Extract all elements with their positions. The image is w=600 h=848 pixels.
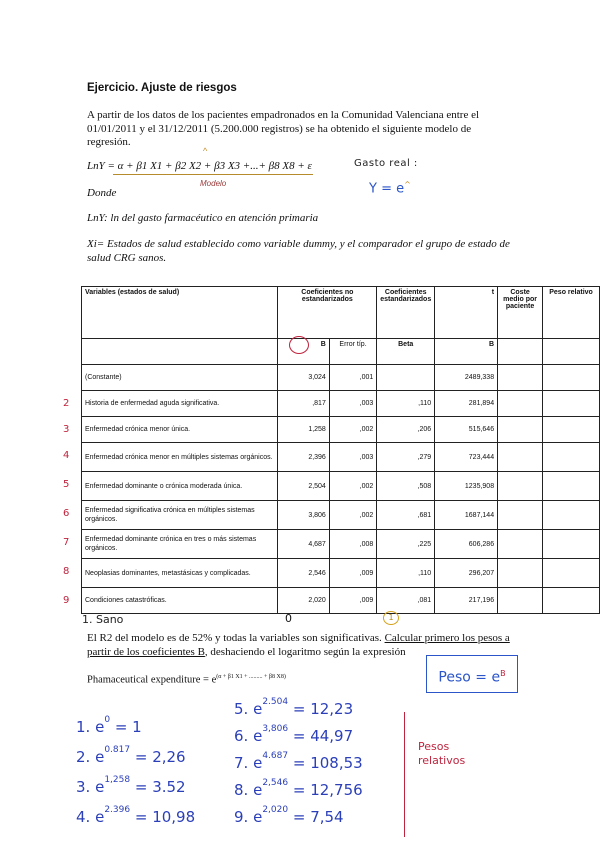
regression-formula: LnY = α + β1 X1 + β2 X2 + β3 X3 +...+ β8 X8 + ε — [87, 160, 312, 172]
gasto-eq-exp: ^ — [404, 180, 411, 189]
t-value-cell: 606,286 — [435, 530, 498, 559]
beta-value-cell: ,110 — [377, 391, 435, 417]
calc-line — [234, 724, 354, 745]
header-coef-no-std: Coeficientes no estandarizados — [278, 287, 377, 339]
peso-cell — [543, 588, 600, 614]
variable-name-cell: Enfermedad crónica menor única. — [82, 417, 278, 443]
error-value-cell: ,002 — [329, 501, 376, 530]
calc-exponent: 2,546 — [262, 778, 289, 788]
b-value-cell: ,817 — [278, 391, 329, 417]
coste-cell — [498, 559, 543, 588]
coste-cell — [498, 501, 543, 530]
formula-hat-annotation: ^ — [203, 146, 208, 156]
t-value-cell: 2489,338 — [435, 365, 498, 391]
calc-exponent: 2.504 — [262, 697, 289, 707]
peso-cell — [543, 391, 600, 417]
table-row — [82, 443, 600, 472]
calc-line — [76, 805, 196, 826]
coste-cell — [498, 391, 543, 417]
variable-name-cell: Historia de enfermedad aguda significativa. — [82, 391, 278, 417]
calc-exponent: 4.687 — [262, 751, 289, 761]
variable-name-cell: Neoplasias dominantes, metastásicas y complicadas. — [82, 559, 278, 588]
sano-value: 0 — [285, 612, 292, 625]
calc-result: = 44,97 — [292, 727, 354, 745]
b-value-cell: 4,687 — [278, 530, 329, 559]
xi-definition: Xi= Estados de salud establecido como variable dummy, y el comparador el grupo de estado de salud CRG sanos. — [87, 238, 510, 264]
variable-name-cell: (Constante) — [82, 365, 278, 391]
b-value-cell: 2,504 — [278, 472, 329, 501]
subheader-coste-empty — [498, 339, 543, 365]
gasto-real-equation — [369, 180, 411, 196]
calc-result: = 12,23 — [292, 700, 354, 718]
beta-value-cell: ,279 — [377, 443, 435, 472]
calc-label: 3. e — [76, 778, 105, 796]
calc-label: 2. e — [76, 748, 105, 766]
error-value-cell: ,001 — [329, 365, 376, 391]
coste-cell — [498, 530, 543, 559]
calc-line — [234, 778, 363, 799]
calc-label: 6. e — [234, 727, 263, 745]
row-number: 6 — [63, 508, 70, 519]
t-value-cell: 1235,908 — [435, 472, 498, 501]
peso-exp: B — [500, 669, 506, 678]
error-value-cell: ,002 — [329, 472, 376, 501]
calc-line — [76, 745, 186, 766]
coste-cell — [498, 417, 543, 443]
subheader-error: Error típ. — [329, 339, 376, 365]
donde-label: Donde — [87, 187, 117, 199]
variable-name-cell: Enfermedad crónica menor en múltiples sistemas orgánicos. — [82, 443, 278, 472]
calc-result: = 108,53 — [292, 754, 363, 772]
b-value-cell: 2,396 — [278, 443, 329, 472]
calc-line — [234, 805, 344, 826]
pharma-exponent: (α + β1 X1 + ......... + β8 X8) — [216, 674, 286, 680]
calc-line — [76, 715, 142, 736]
table-row — [82, 365, 600, 391]
subheader-beta: Beta — [377, 339, 435, 365]
subheader-empty — [82, 339, 278, 365]
t-value-cell: 296,207 — [435, 559, 498, 588]
peso-cell — [543, 365, 600, 391]
calc-exponent: 2,020 — [262, 805, 289, 815]
table-row — [82, 501, 600, 530]
peso-cell — [543, 501, 600, 530]
coste-cell — [498, 365, 543, 391]
formula-underline — [113, 174, 313, 175]
beta-value-cell: ,225 — [377, 530, 435, 559]
table-row — [82, 588, 600, 614]
peso-cell — [543, 530, 600, 559]
error-value-cell: ,008 — [329, 530, 376, 559]
row-number: 9 — [63, 595, 70, 606]
t-value-cell: 723,444 — [435, 443, 498, 472]
r2-text-underlined: Calcular primero los pesos a partir de los coeficientes B — [87, 632, 510, 658]
intro-paragraph: A partir de los datos de los pacientes empadronados en la Comunidad Valenciana entre el 01/01/2011 y el 31/12/2011 (5.200.000 registros) se ha obtenido el siguiente modelo de regresión. — [87, 109, 480, 148]
exercise-title: Ejercicio. Ajuste de riesgos — [87, 82, 237, 94]
error-value-cell: ,002 — [329, 417, 376, 443]
formula-note: Modelo — [200, 179, 227, 188]
row-number: 8 — [63, 566, 70, 577]
table-row — [82, 391, 600, 417]
t-value-cell: 217,196 — [435, 588, 498, 614]
calc-exponent: 1,258 — [104, 775, 131, 785]
calc-result: = 12,756 — [292, 781, 363, 799]
beta-value-cell: ,206 — [377, 417, 435, 443]
b-value-cell: 3,806 — [278, 501, 329, 530]
t-value-cell: 515,646 — [435, 417, 498, 443]
beta-value-cell — [377, 365, 435, 391]
calc-exponent: 0 — [104, 715, 111, 725]
calc-label: 8. e — [234, 781, 263, 799]
peso-base: Peso = e — [438, 669, 501, 686]
r2-text-c: , deshaciendo el logaritmo según la expresión — [204, 645, 406, 658]
row-number: 5 — [63, 479, 70, 490]
header-variables: Variables (estados de salud) — [82, 287, 278, 339]
calc-result: = 1 — [114, 718, 142, 736]
header-coef-std: Coeficientes estandarizados — [377, 287, 435, 339]
coste-cell — [498, 588, 543, 614]
row-number: 7 — [63, 537, 70, 548]
error-value-cell: ,009 — [329, 559, 376, 588]
variable-name-cell: Condiciones catastróficas. — [82, 588, 278, 614]
calc-result: = 3.52 — [134, 778, 186, 796]
peso-cell — [543, 417, 600, 443]
gasto-real-label: Gasto real : — [354, 158, 418, 169]
calc-label: 7. e — [234, 754, 263, 772]
table-row — [82, 417, 600, 443]
subheader-sig: B — [435, 339, 498, 365]
header-coste: Coste medio por paciente — [498, 287, 543, 339]
calc-result: = 10,98 — [134, 808, 196, 826]
peso-formula-box — [426, 655, 518, 693]
beta-value-cell: ,081 — [377, 588, 435, 614]
beta-value-cell: ,110 — [377, 559, 435, 588]
row-number: 4 — [63, 450, 70, 461]
calc-result: = 2,26 — [134, 748, 186, 766]
relativos-word: relativos — [418, 754, 466, 767]
r2-text-a: El R2 del modelo es de 52% y todas la variables son significativas. — [87, 632, 385, 644]
beta-value-cell: ,508 — [377, 472, 435, 501]
calc-label: 5. e — [234, 700, 263, 718]
pesos-word: Pesos — [418, 740, 450, 753]
pesos-relativos-note — [418, 740, 465, 768]
calc-exponent: 0.817 — [104, 745, 131, 755]
subheader-b: B — [278, 339, 329, 365]
b-column-circle — [289, 336, 309, 354]
table-row — [82, 559, 600, 588]
b-value-cell: 2,546 — [278, 559, 329, 588]
t-value-cell: 281,894 — [435, 391, 498, 417]
calc-line — [76, 775, 186, 796]
calc-result: = 7,54 — [292, 808, 344, 826]
row-number: 3 — [63, 424, 70, 435]
peso-cell — [543, 472, 600, 501]
b-value-cell: 3,024 — [278, 365, 329, 391]
table-row — [82, 530, 600, 559]
t-value-cell: 1687,144 — [435, 501, 498, 530]
calc-label: 4. e — [76, 808, 105, 826]
error-value-cell: ,003 — [329, 443, 376, 472]
b-value-cell: 1,258 — [278, 417, 329, 443]
lny-definition: LnY: ln del gasto farmacéutico en atención primaria — [87, 212, 319, 224]
calc-exponent: 3,806 — [262, 724, 289, 734]
coste-cell — [498, 443, 543, 472]
header-t: t — [435, 287, 498, 339]
peso-cell — [543, 443, 600, 472]
calc-line — [234, 751, 363, 772]
variable-name-cell: Enfermedad dominante crónica en tres o más sistemas orgánicos. — [82, 530, 278, 559]
row-number: 2 — [63, 398, 70, 409]
b-value-cell: 2,020 — [278, 588, 329, 614]
table-row — [82, 472, 600, 501]
coste-cell — [498, 472, 543, 501]
regression-table — [81, 286, 600, 614]
peso-cell — [543, 559, 600, 588]
calc-line — [234, 697, 354, 718]
variable-name-cell: Enfermedad dominante o crónica moderada única. — [82, 472, 278, 501]
pharma-expression — [87, 674, 286, 686]
variable-name-cell: Enfermedad significativa crónica en múltiples sistemas orgánicos. — [82, 501, 278, 530]
header-peso: Peso relativo — [543, 287, 600, 339]
annotation-circle: 1 — [383, 611, 399, 625]
pharma-label: Phamaceutical expenditure = e — [87, 674, 217, 686]
error-value-cell: ,009 — [329, 588, 376, 614]
subheader-peso-empty — [543, 339, 600, 365]
calc-label: 9. e — [234, 808, 263, 826]
calc-label: 1. e — [76, 718, 105, 736]
calc-exponent: 2.396 — [104, 805, 131, 815]
sano-annotation: 1. Sano — [82, 613, 124, 626]
beta-value-cell: ,681 — [377, 501, 435, 530]
error-value-cell: ,003 — [329, 391, 376, 417]
gasto-eq-base: Y = e — [369, 181, 405, 197]
separator-line — [404, 712, 405, 837]
